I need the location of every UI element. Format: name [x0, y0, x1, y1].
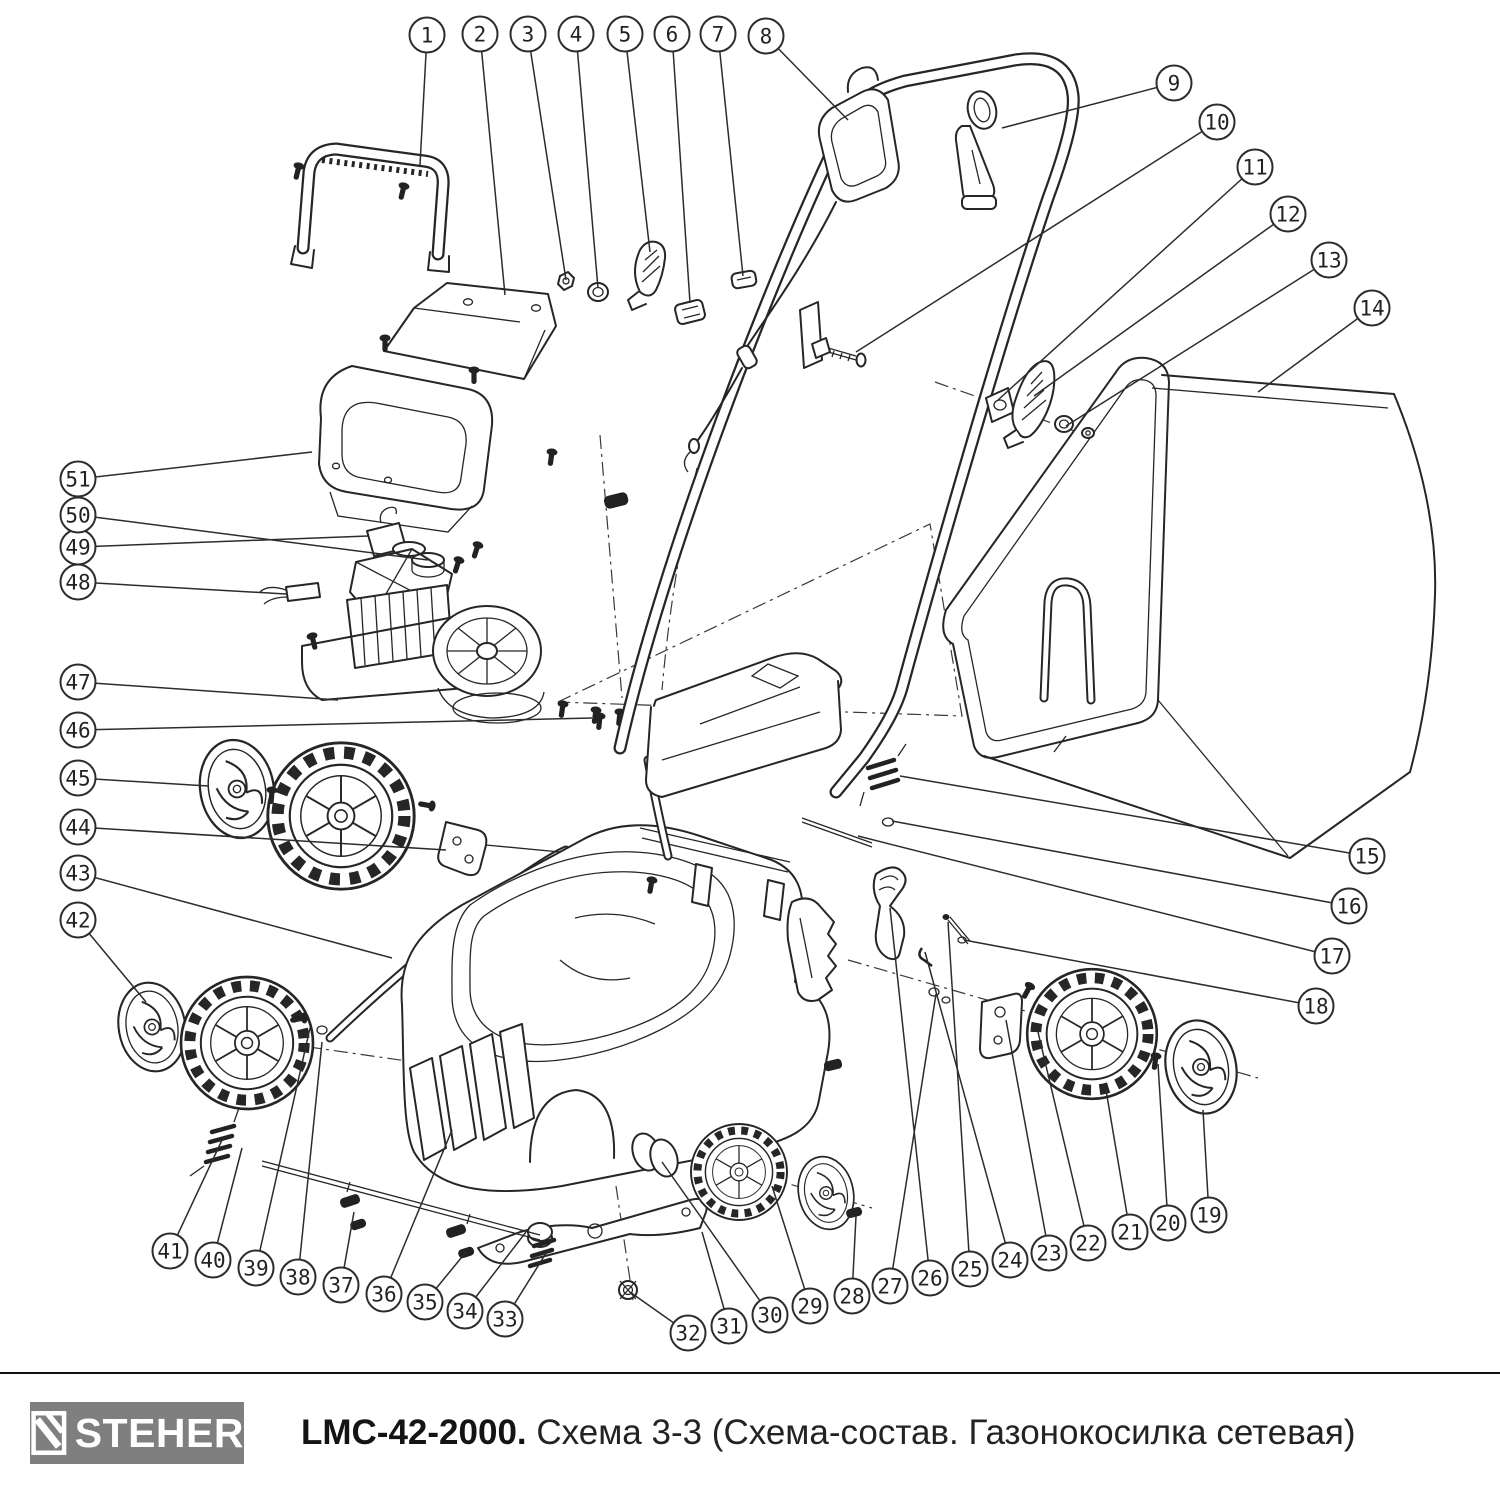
callout-number: 18	[1303, 994, 1329, 1019]
callout-9	[1002, 66, 1192, 129]
callout-number: 40	[200, 1248, 226, 1273]
callout-8	[749, 19, 849, 121]
callout-leader-line	[78, 718, 592, 730]
callout-leader-line	[528, 34, 566, 280]
callout-number: 8	[759, 24, 773, 49]
callout-number: 13	[1316, 248, 1342, 273]
callout-23	[1006, 1020, 1067, 1271]
callout-number: 41	[157, 1239, 183, 1264]
callout-number: 48	[65, 570, 91, 595]
callout-leader-line	[925, 952, 1010, 1260]
callout-37	[324, 1212, 359, 1303]
callout-leader-line	[856, 122, 1217, 352]
callout-18	[964, 940, 1334, 1024]
callout-number: 36	[371, 1282, 397, 1307]
callout-leader-line	[998, 167, 1255, 400]
callout-number: 16	[1336, 894, 1362, 919]
callout-number: 50	[65, 503, 91, 528]
callout-number: 51	[65, 467, 91, 492]
callout-3	[511, 17, 567, 281]
callout-number: 6	[665, 22, 679, 47]
callout-24	[925, 952, 1028, 1278]
callout-51	[61, 452, 313, 497]
brand-name: STEHER	[74, 1409, 244, 1456]
callout-number: 2	[473, 22, 487, 47]
callout-number: 39	[243, 1256, 269, 1281]
callout-leader-line	[890, 908, 930, 1278]
callout-leader-line	[78, 536, 368, 547]
footer	[30, 1402, 1356, 1464]
footer-divider	[0, 1372, 1500, 1374]
callout-number: 34	[452, 1299, 478, 1324]
callout-number: 38	[285, 1265, 311, 1290]
callout-40	[196, 1148, 243, 1278]
callout-number: 10	[1204, 110, 1230, 135]
callout-leader-line	[78, 778, 208, 786]
callout-46	[61, 713, 593, 748]
callout-leader-line	[78, 682, 338, 700]
callout-leader-line	[718, 34, 743, 276]
callout-number: 20	[1155, 1211, 1181, 1236]
callout-28	[835, 1216, 870, 1314]
model-number: LMC-42-2000.	[301, 1413, 527, 1452]
callout-number: 47	[65, 670, 91, 695]
callout-leader-line	[1038, 1032, 1088, 1243]
callout-number: 26	[917, 1266, 943, 1291]
callout-leader-line	[858, 836, 1332, 956]
callout-leader-line	[662, 1162, 770, 1315]
callout-number: 37	[328, 1273, 354, 1298]
callout-leader-line	[1066, 260, 1329, 426]
callout-number: 43	[65, 861, 91, 886]
callout-6	[655, 17, 691, 304]
callout-number: 23	[1036, 1241, 1062, 1266]
callout-leader-line	[298, 1042, 322, 1277]
callout-leader-line	[480, 34, 505, 295]
callout-number: 32	[675, 1321, 701, 1346]
callout-leader-line	[78, 873, 392, 958]
callout-39	[239, 1028, 311, 1286]
callout-number: 27	[877, 1274, 903, 1299]
callout-number: 7	[711, 22, 725, 47]
callout-20	[1151, 1064, 1186, 1241]
callout-number: 5	[618, 22, 632, 47]
callout-number: 49	[65, 535, 91, 560]
callout-number: 31	[716, 1314, 742, 1339]
callout-number: 15	[1354, 844, 1380, 869]
callout-number: 35	[412, 1290, 438, 1315]
callout-2	[463, 17, 506, 296]
callout-number: 21	[1117, 1220, 1143, 1245]
steher-logo	[30, 1402, 244, 1464]
callout-number: 30	[757, 1303, 783, 1328]
callout-number: 3	[521, 22, 535, 47]
callout-number: 25	[957, 1257, 983, 1282]
callout-31	[702, 1232, 747, 1344]
callout-leader-line	[420, 35, 427, 165]
callout-leader-line	[78, 827, 446, 850]
callout-10	[856, 105, 1235, 353]
callout-14	[1258, 291, 1390, 393]
callout-number: 28	[839, 1284, 865, 1309]
callout-leader-line	[384, 1130, 452, 1294]
callout-16	[892, 821, 1367, 924]
callout-12	[1034, 197, 1306, 397]
callout-number: 17	[1319, 944, 1345, 969]
steher-logo-icon	[30, 1408, 68, 1458]
callout-22	[1038, 1032, 1106, 1261]
callout-number: 12	[1275, 202, 1301, 227]
callout-leader-line	[1002, 83, 1174, 128]
callout-30	[662, 1162, 788, 1333]
callout-44	[61, 810, 447, 851]
callout-number: 4	[569, 22, 583, 47]
callout-19	[1192, 1110, 1227, 1233]
callout-47	[61, 665, 339, 701]
callout-number: 45	[65, 766, 91, 791]
callout-number: 29	[797, 1294, 823, 1319]
callout-15	[900, 776, 1385, 874]
callout-5	[608, 17, 651, 253]
callout-leader-line	[964, 940, 1316, 1006]
callout-number: 9	[1167, 71, 1181, 96]
callout-leader-line	[78, 452, 312, 479]
callout-38	[281, 1042, 323, 1295]
callout-number: 22	[1075, 1231, 1101, 1256]
callout-33	[488, 1250, 549, 1337]
callout-leader-line	[948, 922, 970, 1269]
callout-leader-line	[78, 582, 286, 594]
callout-number: 33	[492, 1307, 518, 1332]
callout-number: 1	[420, 23, 434, 48]
callout-number: 42	[65, 908, 91, 933]
callout-leader-line	[900, 776, 1367, 856]
callout-leader-line	[576, 34, 598, 288]
callout-leader-line	[672, 34, 690, 303]
callout-48	[61, 565, 287, 600]
callout-32	[630, 1292, 706, 1351]
callout-leader-line	[1034, 214, 1288, 396]
callout-50	[61, 498, 429, 561]
callout-leader-line	[1006, 1020, 1049, 1253]
callout-number: 14	[1359, 296, 1385, 321]
callout-leader-line	[78, 515, 428, 560]
callout-4	[559, 17, 599, 289]
callout-leader-line	[772, 1186, 810, 1306]
callout-1	[410, 18, 445, 166]
callout-leader-line	[890, 994, 936, 1286]
callout-45	[61, 761, 209, 796]
callout-number: 11	[1242, 155, 1268, 180]
diagram-subtitle: Схема 3-3 (Схема-состав. Газонокосилка сетевая)	[536, 1413, 1356, 1452]
callout-17	[858, 836, 1350, 974]
callout-leader-line	[892, 821, 1349, 906]
callout-number: 44	[65, 815, 91, 840]
callout-number: 19	[1196, 1203, 1222, 1228]
diagram-title	[301, 1413, 1356, 1453]
callout-43	[61, 856, 393, 959]
callout-leader-line	[1258, 308, 1372, 392]
callout-number: 24	[997, 1248, 1023, 1273]
callout-11	[998, 150, 1273, 401]
callout-13	[1066, 243, 1347, 427]
callout-leader-line	[1158, 1064, 1168, 1223]
callout-leader-line	[1106, 1090, 1130, 1232]
callout-21	[1106, 1090, 1148, 1250]
callout-number: 46	[65, 718, 91, 743]
callout-7	[701, 17, 744, 277]
callout-42	[61, 903, 147, 1003]
callout-leader-line	[625, 34, 650, 252]
